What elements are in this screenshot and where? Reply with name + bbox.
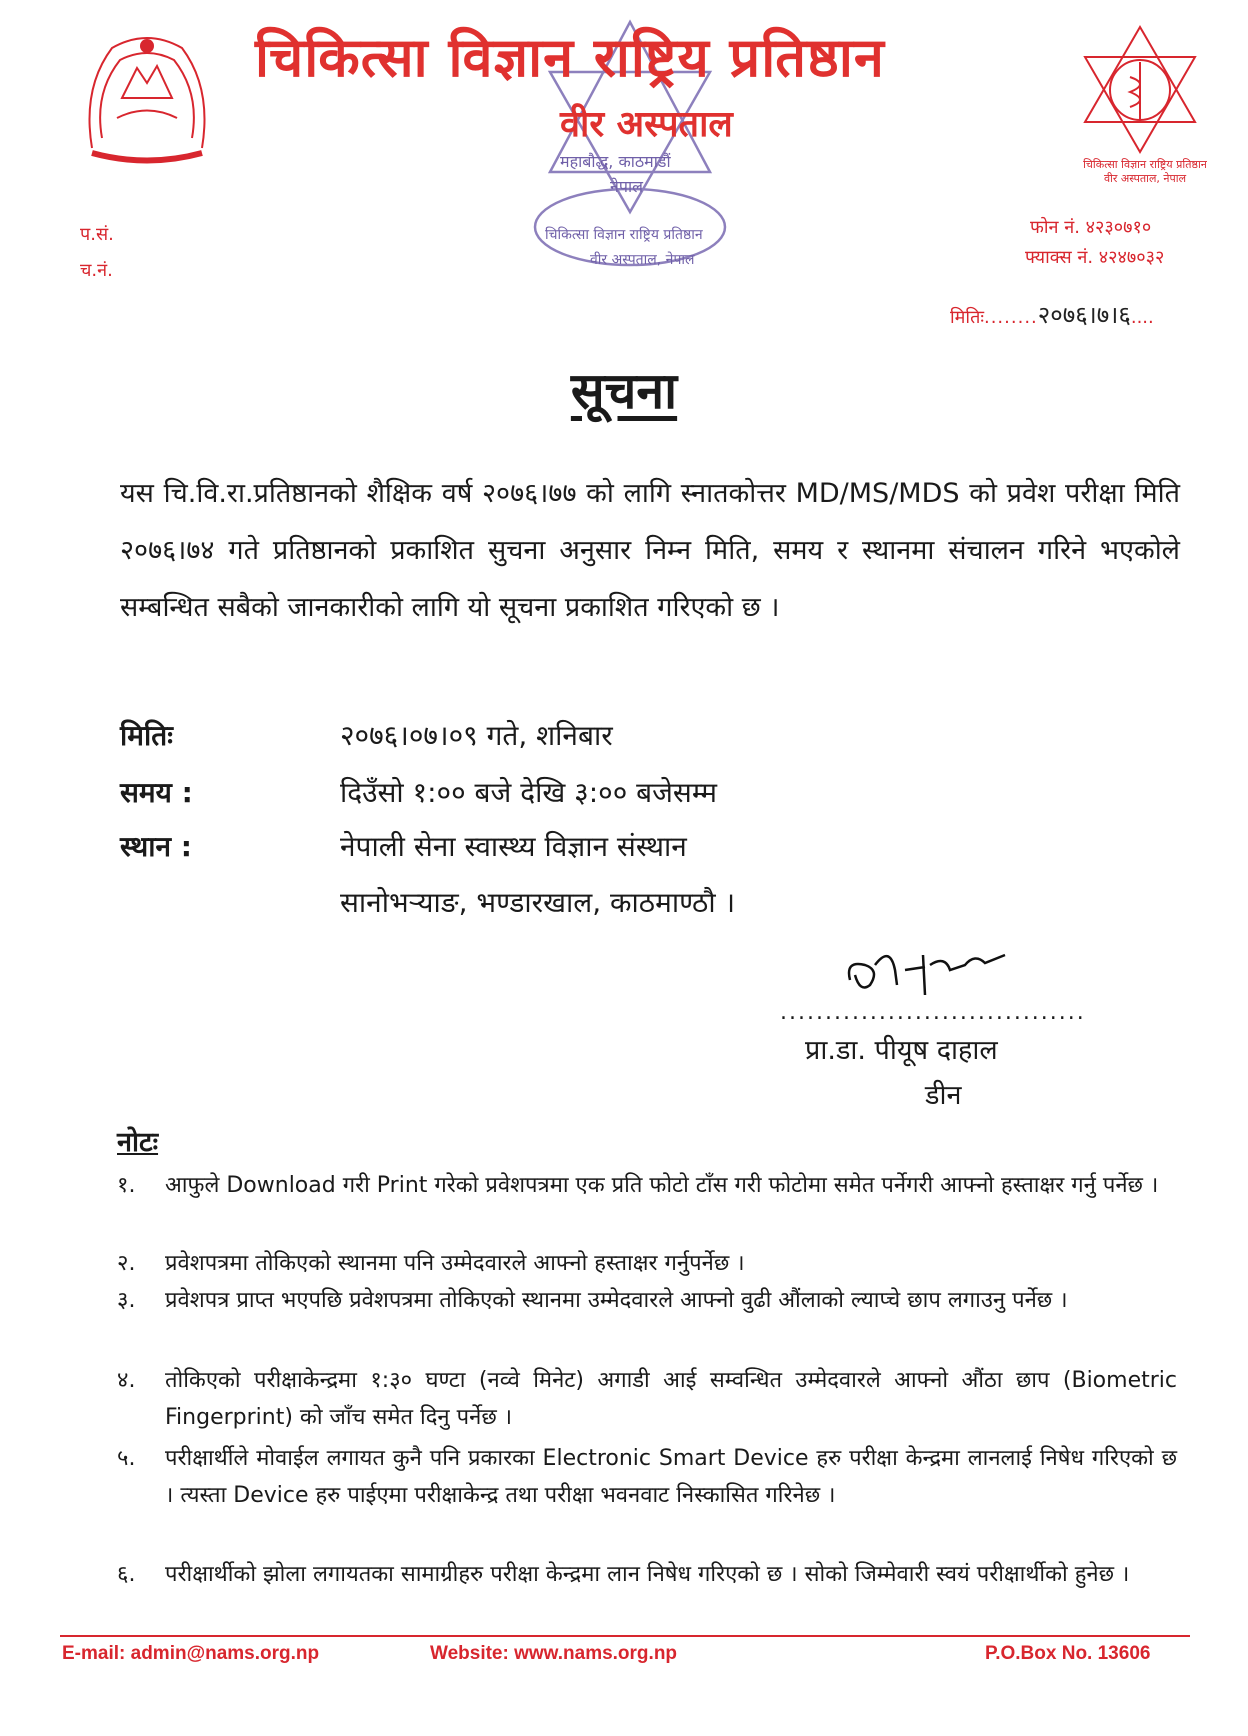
- exam-date-label: मितिः: [120, 719, 173, 752]
- letter-date-value: २०७६।७।६: [1037, 301, 1131, 329]
- exam-time-label: समय :: [120, 776, 193, 809]
- signatory-name: प्रा.डा. पीयूष दाहाल: [805, 1035, 998, 1066]
- note-number: ३.: [117, 1288, 136, 1313]
- phone-number: फोन नं. ४२३०७१०: [1030, 217, 1152, 238]
- note-item: [117, 1440, 1177, 1514]
- exam-date-value: २०७६।०७।०९ गते, शनिबार: [340, 719, 613, 752]
- fax-number: फ्याक्स नं. ४२४७०३२: [1025, 247, 1165, 268]
- note-number: २.: [117, 1251, 136, 1276]
- hospital-subtitle: वीर अस्पताल: [560, 104, 733, 145]
- stamp-hospital-name: वीर अस्पताल, नेपाल: [590, 252, 695, 268]
- notice-body-paragraph: यस चि.वि.रा.प्रतिष्ठानको शैक्षिक वर्ष २०७६।७७ को लागि स्नातकोत्तर MD/MS/MDS को प्रवेश परीक्षा मिति २०७६।७४ गते प्रतिष्ठानको प्रकाशित सुचना अनुसार निम्न मिति, समय र स्थानमा संचालन गरिने भएकोले सम्बन्धित सबैको जानकारीको लागि यो सूचना प्रकाशित गरिएको छ ।: [120, 478, 1180, 623]
- letter-date-label: मितिः: [950, 307, 984, 328]
- note-number: १.: [117, 1173, 136, 1198]
- note-number: ५.: [117, 1446, 136, 1471]
- note-text: तोकिएको परीक्षाकेन्द्रमा १:३० घण्टा (नव्वे मिनेट) अगाडी आई सम्वन्धित उम्मेदवारले आफ्नो औंठा छाप (Biometric Fingerprint) को जाँच समेत दिनु पर्नेछ ।: [165, 1368, 1177, 1430]
- nams-emblem-caption: चिकित्सा विज्ञान राष्ट्रिय प्रतिष्ठान वीर अस्पताल, नेपाल: [1083, 158, 1207, 185]
- signatory-designation: डीन: [925, 1080, 962, 1111]
- footer-pobox: P.O.Box No. 13606: [985, 1643, 1151, 1664]
- note-item: [117, 1362, 1177, 1436]
- note-text: प्रवेशपत्रमा तोकिएको स्थानमा पनि उम्मेदवारले आफ्नो हस्ताक्षर गर्नुपर्नेछ ।: [165, 1251, 745, 1276]
- organization-title: चिकित्सा विज्ञान राष्ट्रिय प्रतिष्ठान: [255, 26, 885, 89]
- note-item: [117, 1167, 1177, 1204]
- notice-heading: सूचना: [570, 362, 678, 420]
- signature-dotted-line: ..................................: [780, 1000, 1086, 1025]
- note-item: [117, 1245, 1177, 1282]
- exam-place-value-line2: सानोभर्‍याङ, भण्डारखाल, काठमाण्ठौ ।: [340, 886, 736, 919]
- stamp-country: नेपाल: [610, 177, 643, 196]
- exam-place-label: स्थान :: [120, 830, 192, 863]
- note-number: ६.: [117, 1562, 136, 1587]
- government-emblem-logo: [72, 28, 222, 168]
- footer-website: Website: www.nams.org.np: [430, 1643, 678, 1664]
- exam-time-value: दिउँसो १:०० बजे देखि ३:०० बजेसम्म: [340, 776, 717, 809]
- note-text: प्रवेशपत्र प्राप्त भएपछि प्रवेशपत्रमा तोकिएको स्थानमा उम्मेदवारले आफ्नो वुढी औंलाको ल्याप्चे छाप लगाउनु पर्नेछ ।: [165, 1288, 1068, 1313]
- stamp-location: महाबौद्ध, काठमाडौं: [560, 152, 671, 171]
- note-number: ४.: [117, 1368, 136, 1393]
- handwritten-signature: [835, 935, 1015, 1005]
- stamp-org-name: चिकित्सा विज्ञान राष्ट्रिय प्रतिष्ठान: [545, 227, 703, 243]
- note-item: [117, 1282, 1177, 1319]
- footer-email: E-mail: admin@nams.org.np: [62, 1643, 320, 1664]
- reference-number-label: प.सं.: [80, 224, 114, 245]
- exam-place-value-line1: नेपाली सेना स्वास्थ्य विज्ञान संस्थान: [340, 830, 687, 863]
- exam-time-row: [120, 773, 717, 811]
- note-text: आफुले Download गरी Print गरेको प्रवेशपत्रमा एक प्रति फोटो टाँस गरी फोटोमा समेत पर्नेगरी आफ्नो हस्ताक्षर गर्नु पर्नेछ ।: [165, 1173, 1159, 1198]
- note-text: परीक्षार्थीले मोवाईल लगायत कुनै पनि प्रकारका Electronic Smart Device हरु परीक्षा केन्द्रमा लानलाई निषेध गरिएको छ । त्यस्ता Device हरु पाईएमा परीक्षाकेन्द्र तथा परीक्षा भवनवाट निस्कासित गरिनेछ ।: [165, 1446, 1177, 1508]
- exam-place-row: [120, 827, 687, 865]
- nams-emblem-logo: [1075, 22, 1205, 172]
- notes-heading: नोटः: [117, 1127, 159, 1158]
- note-item: [117, 1556, 1177, 1593]
- footer-divider: [60, 1635, 1190, 1637]
- letter-date-row: मितिः........२०७६।७।६....: [950, 301, 1154, 329]
- exam-date-row: [120, 716, 613, 754]
- note-text: परीक्षार्थीको झोला लगायतका सामाग्रीहरु परीक्षा केन्द्रमा लान निषेध गरिएको छ । सोको जिम्मेवारी स्वयं परीक्षार्थीको हुनेछ ।: [165, 1562, 1130, 1587]
- dispatch-number-label: च.नं.: [80, 260, 113, 281]
